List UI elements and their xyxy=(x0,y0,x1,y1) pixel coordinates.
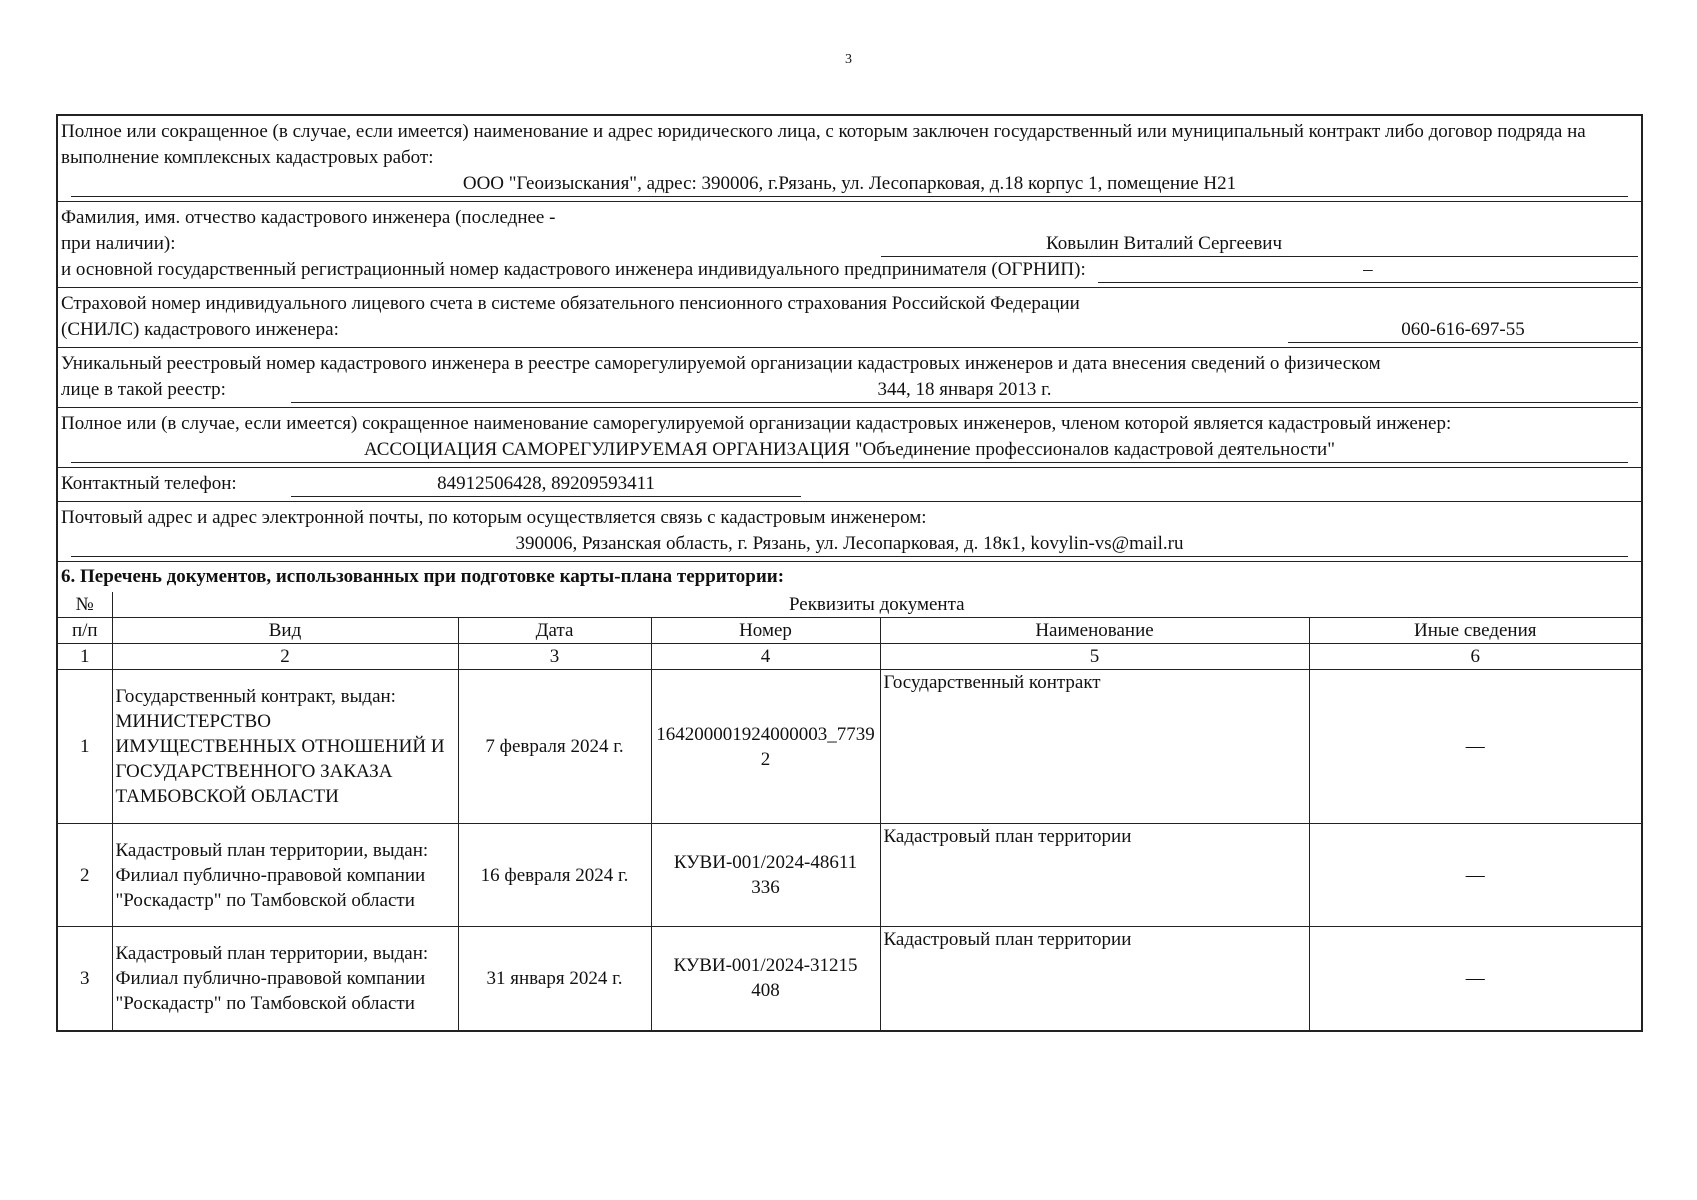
sro-value: АССОЦИАЦИЯ САМОРЕГУЛИРУЕМАЯ ОРГАНИЗАЦИЯ "Объединение профессионалов кадастровой деятельности" xyxy=(71,437,1628,463)
row-name: Государственный контракт xyxy=(880,670,1309,824)
header-num-bottom: п/п xyxy=(58,618,112,644)
table-row xyxy=(58,927,1641,1030)
snils-label-line2: (СНИЛС) кадастрового инженера: xyxy=(61,319,339,340)
row-date: 31 января 2024 г. xyxy=(458,927,651,1030)
snils-section xyxy=(58,288,1641,348)
page-number: 3 xyxy=(845,52,852,67)
row-num: 3 xyxy=(58,927,112,1030)
header-other: Иные сведения xyxy=(1309,618,1641,644)
registry-value: 344, 18 января 2013 г. xyxy=(291,377,1638,403)
registry-label-line1: Уникальный реестровый номер кадастрового инженера в реестре саморегулируемой организации кадастровых инженеров и дата внесения сведений о физическом xyxy=(61,353,1381,374)
sro-section xyxy=(58,408,1641,468)
column-numbers-row xyxy=(58,644,1641,670)
row-number: КУВИ-001/2024-48611336 xyxy=(651,824,880,927)
row-other: — xyxy=(1309,824,1641,927)
header-name: Наименование xyxy=(880,618,1309,644)
document-form xyxy=(56,114,1643,1032)
phone-value: 84912506428, 89209593411 xyxy=(291,471,801,497)
header-requisites: Реквизиты документа xyxy=(112,592,1641,618)
engineer-section xyxy=(58,202,1641,288)
ogrnip-value: – xyxy=(1098,257,1638,283)
column-number: 4 xyxy=(651,644,880,670)
registry-section xyxy=(58,348,1641,408)
sro-label: Полное или (в случае, если имеется) сокращенное наименование саморегулируемой организации кадастровых инженеров, членом которой является кадастровый инженер: xyxy=(61,413,1452,434)
engineer-name-value: Ковылин Виталий Сергеевич xyxy=(881,231,1638,257)
row-number: 164200001924000003_77392 xyxy=(651,670,880,824)
contractor-label: Полное или сокращенное (в случае, если имеется) наименование и адрес юридического лица, с которым заключен государственный или муниципальный контракт либо договор подряда на выполнение комплексных кадастровых работ: xyxy=(61,121,1586,168)
snils-value: 060-616-697-55 xyxy=(1288,317,1638,343)
row-date: 16 февраля 2024 г. xyxy=(458,824,651,927)
row-other: — xyxy=(1309,927,1641,1030)
contractor-value: ООО "Геоизыскания", адрес: 390006, г.Рязань, ул. Лесопарковая, д.18 корпус 1, помещение Н21 xyxy=(71,171,1628,197)
header-num-top: № xyxy=(58,592,112,618)
row-kind: Кадастровый план территории, выдан: Филиал публично-правовой компании "Роскадастр" по Тамбовской области xyxy=(112,927,458,1030)
documents-table xyxy=(58,592,1641,1030)
column-number: 3 xyxy=(458,644,651,670)
phone-section xyxy=(58,468,1641,502)
header-number: Номер xyxy=(651,618,880,644)
snils-label-line1: Страховой номер индивидуального лицевого счета в системе обязательного пенсионного страхования Российской Федерации xyxy=(61,293,1080,314)
column-number: 6 xyxy=(1309,644,1641,670)
documents-section xyxy=(58,562,1641,1030)
row-number: КУВИ-001/2024-31215408 xyxy=(651,927,880,1030)
column-number: 1 xyxy=(58,644,112,670)
phone-label: Контактный телефон: xyxy=(61,473,237,494)
address-label: Почтовый адрес и адрес электронной почты, по которым осуществляется связь с кадастровым инженером: xyxy=(61,507,927,528)
ogrnip-label: и основной государственный регистрационный номер кадастрового инженера индивидуального предпринимателя (ОГРНИП): xyxy=(61,259,1086,280)
registry-label-line2: лице в такой реестр: xyxy=(61,379,226,400)
section6-title: 6. Перечень документов, использованных при подготовке карты-плана территории: xyxy=(61,566,785,587)
column-number: 5 xyxy=(880,644,1309,670)
row-kind: Государственный контракт, выдан: МИНИСТЕРСТВО ИМУЩЕСТВЕННЫХ ОТНОШЕНИЙ И ГОСУДАРСТВЕННОГО ЗАКАЗА ТАМБОВСКОЙ ОБЛАСТИ xyxy=(112,670,458,824)
table-header-row-1 xyxy=(58,592,1641,618)
table-row xyxy=(58,824,1641,927)
row-name: Кадастровый план территории xyxy=(880,824,1309,927)
row-name: Кадастровый план территории xyxy=(880,927,1309,1030)
address-section xyxy=(58,502,1641,562)
row-kind: Кадастровый план территории, выдан: Филиал публично-правовой компании "Роскадастр" по Тамбовской области xyxy=(112,824,458,927)
row-num: 2 xyxy=(58,824,112,927)
table-row xyxy=(58,670,1641,824)
row-num: 1 xyxy=(58,670,112,824)
column-number: 2 xyxy=(112,644,458,670)
header-kind: Вид xyxy=(112,618,458,644)
engineer-name-label: Фамилия, имя. отчество кадастрового инженера (последнее - при наличии): xyxy=(61,207,556,254)
address-value: 390006, Рязанская область, г. Рязань, ул. Лесопарковая, д. 18к1, kovylin-vs@mail.ru xyxy=(71,531,1628,557)
header-date: Дата xyxy=(458,618,651,644)
row-date: 7 февраля 2024 г. xyxy=(458,670,651,824)
table-header-row-2 xyxy=(58,618,1641,644)
contractor-section xyxy=(58,116,1641,202)
row-other: — xyxy=(1309,670,1641,824)
